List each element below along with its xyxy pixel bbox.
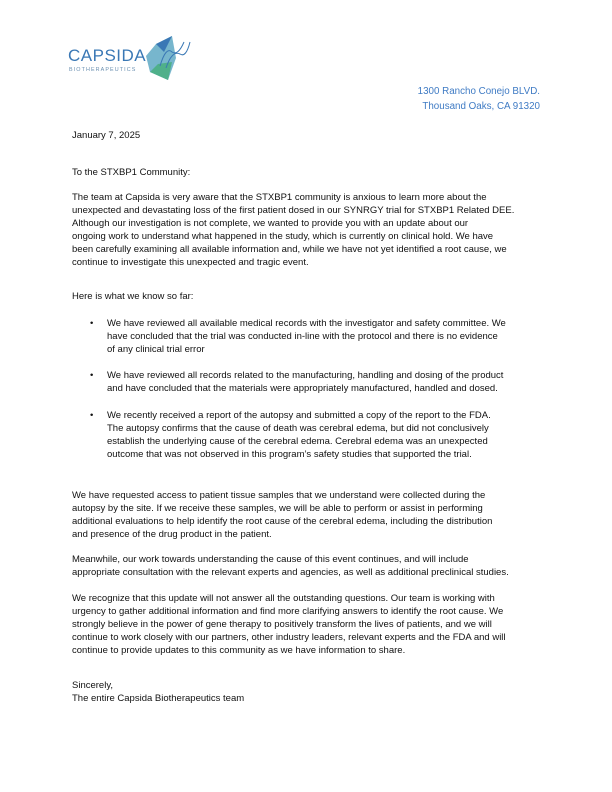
text-line: have concluded that the trial was conducted in-line with the protocol and there is no evidence — [107, 331, 498, 342]
paragraph-1 — [72, 191, 514, 269]
bullet-icon: • — [90, 370, 94, 381]
text-line: urgency to gather additional information and find more clarifying answers to identify the root cause. We — [72, 606, 504, 617]
text-line: establish the underlying cause of the cerebral edema. Cerebral edema was an unexpected — [107, 436, 488, 447]
svg-text:CAPSIDA: CAPSIDA — [68, 46, 147, 65]
text-line: been carefully examining all available information and, while we have not yet identified a root cause, we — [72, 244, 507, 255]
text-line: Although our investigation is not complete, we wanted to provide you with an update about our — [72, 218, 469, 229]
text-line: We recently received a report of the autopsy and submitted a copy of the report to the FDA. — [107, 410, 491, 421]
text-line: of any clinical trial error — [107, 344, 205, 355]
address-line-1: 1300 Rancho Conejo BLVD. — [417, 86, 540, 97]
text-line: unexpected and devastating loss of the first patient dosed in our SYNRGY trial for STXBP1 Related DEE. — [72, 205, 515, 216]
text-line: autopsy by the site. If we receive these samples, we will be able to perform or assist in performing — [72, 503, 483, 514]
text-line: appropriate consultation with the relevant experts and agencies, as well as additional preclinical studies. — [72, 567, 509, 578]
text-line: The autopsy confirms that the cause of death was cerebral edema, but did not conclusively — [107, 423, 489, 434]
text-line: additional evaluations to help identify the root cause of the cerebral edema, including the distribution — [72, 516, 493, 527]
text-line: We have requested access to patient tissue samples that we understand were collected during the — [72, 490, 486, 501]
text-line: We have reviewed all records related to the manufacturing, handling and dosing of the product — [107, 370, 504, 381]
text-line: strongly believe in the power of gene therapy to positively transform the lives of patients, and we will — [72, 619, 492, 630]
text-line: continue to provide updates to this community as we have information to share. — [72, 645, 406, 656]
paragraph-2 — [72, 489, 492, 541]
text-line: The team at Capsida is very aware that the STXBP1 community is anxious to learn more about the — [72, 192, 487, 203]
bullet-icon: • — [90, 410, 94, 421]
text-line: continue to work closely with our partners, other industry leaders, relevant experts and the FDA and will — [72, 632, 506, 643]
paragraph-4 — [72, 592, 506, 657]
closing: Sincerely, — [72, 680, 114, 691]
text-line: and have concluded that the materials were appropriately manufactured, handled and dosed. — [107, 383, 498, 394]
text-line: ongoing work to understand what happened in the study, which is currently on clinical hold. We have — [72, 231, 494, 242]
text-line: continue to investigate this unexpected and tragic event. — [72, 257, 309, 268]
text-line: Meanwhile, our work towards understanding the cause of this event continues, and will include — [72, 554, 469, 565]
salutation: To the STXBP1 Community: — [72, 167, 191, 178]
address-line-2: Thousand Oaks, CA 91320 — [422, 101, 540, 112]
bullet-icon: • — [90, 318, 94, 329]
signature: The entire Capsida Biotherapeutics team — [72, 693, 245, 704]
text-line: We have reviewed all available medical records with the investigator and safety committee. We — [107, 318, 506, 329]
paragraph-3 — [72, 553, 509, 579]
intro-line: Here is what we know so far: — [72, 291, 194, 302]
text-line: We recognize that this update will not answer all the outstanding questions. Our team is working with — [72, 593, 495, 604]
letter-date: January 7, 2025 — [72, 130, 141, 141]
svg-text:BIOTHERAPEUTICS: BIOTHERAPEUTICS — [69, 67, 137, 73]
text-line: outcome that was not observed in this program’s safety studies that supported the trial. — [107, 449, 472, 460]
text-line: and presence of the drug product in the patient. — [72, 529, 272, 540]
capsida-logo — [68, 34, 198, 86]
